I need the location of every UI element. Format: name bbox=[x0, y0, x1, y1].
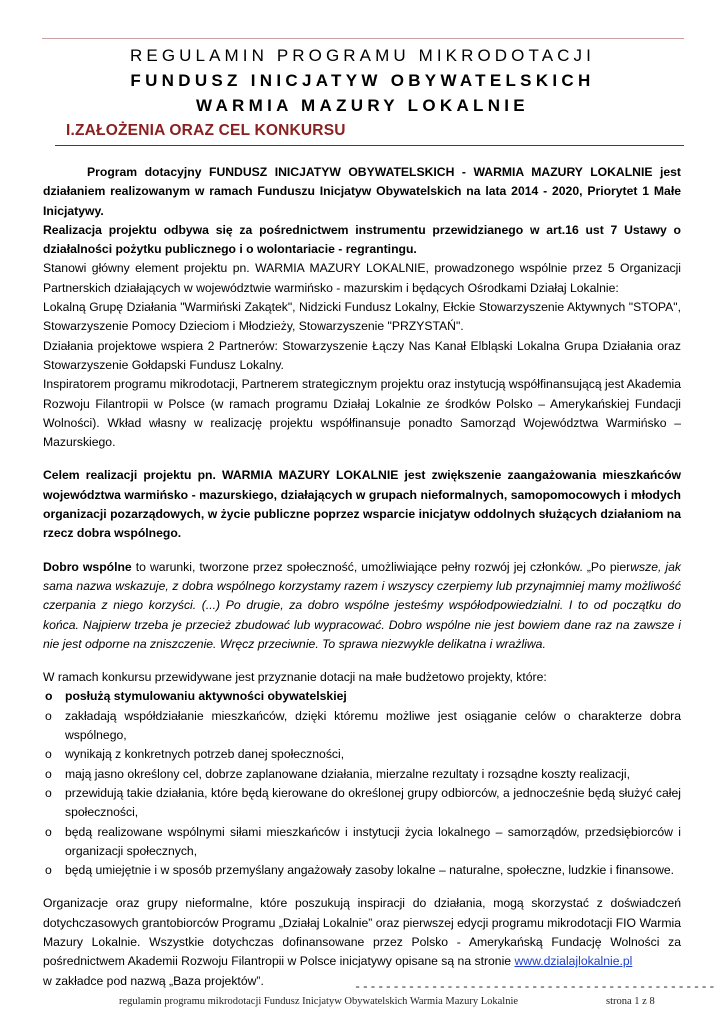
footer-text: regulamin programu mikrodotacji Fundusz Inicjatyw Obywatelskich Warmia Mazury Lokalnie bbox=[119, 996, 519, 1007]
document-body bbox=[43, 163, 681, 991]
section-rule bbox=[55, 145, 684, 146]
document-title-line1: REGULAMIN PROGRAMU MIKRODOTACJI bbox=[130, 46, 595, 65]
footer-dashed-rule: ----------------------------------------------- bbox=[354, 980, 716, 994]
criteria-list bbox=[43, 687, 681, 880]
page-number: strona 1 z 8 bbox=[606, 996, 655, 1007]
inspiration-text: Organizacje oraz grupy nieformalne, które poszukują inspiracji do działania, mogą skorzystać z doświadczeń dotychczasowych grantobiorców Programu „Działaj Lokalnie” oraz pierwszej edycji programu mikrodotacji FIO Warmia Mazury Lokalnie. Wszystkie dotychczas dofinansowane przez Polsko - Amerykańską Fundację Wolności za pośrednictwem Akademii Rozwoju Filantropii w Polsce inicjatywy opisane są na stronie bbox=[43, 896, 681, 969]
top-rule bbox=[42, 38, 684, 39]
paragraph-common-good bbox=[43, 558, 681, 654]
list-item: o mają jasno określony cel, dobrze zaplanowane działania, mierzalne rezultaty i rozsądne koszty realizacji, bbox=[43, 765, 681, 784]
list-item: o wynikają z konkretnych potrzeb danej społeczności, bbox=[43, 745, 681, 764]
document-title-line3: WARMIA MAZURY LOKALNIE bbox=[196, 96, 529, 115]
paragraph-partners-intro: Stanowi główny element projektu pn. WARMIA MAZURY LOKALNIE, prowadzonego wspólnie przez 5 Organizacji Partnerskich działających w województwie warmińsko - mazurskim i będących Ośrodkami Działaj Lokalnie: bbox=[43, 261, 681, 295]
paragraph-project-goal: Celem realizacji projektu pn. WARMIA MAZURY LOKALNIE jest zwiększenie zaangażowania mieszkańców województwa warmińsko - mazurskiego, działających w grupach nieformalnych, samopomocowych i młodych organizacji pozarządowych, w życie publiczne poprzez wsparcie inicjatyw oddolnych służących działaniom na rzecz dobra wspólnego. bbox=[43, 468, 681, 541]
list-item: o posłużą stymulowaniu aktywności obywatelskiej bbox=[43, 687, 681, 706]
dzialajlokalnie-link[interactable]: www.dzialajlokalnie.pl bbox=[514, 954, 633, 969]
paragraph-partners-list: Lokalną Grupę Działania "Warmiński Zakątek", Nidzicki Fundusz Lokalny, Ełckie Stowarzyszenie Aktywnych "STOPA", Stowarzyszenie Pomocy Dzieciom i Młodzieży, Stowarzyszenie "PRZYSTAŃ". bbox=[43, 300, 681, 334]
common-good-definition: to warunki, tworzone przez społeczność, umożliwiające pełny rozwój jej członków. „Po pier bbox=[131, 559, 631, 574]
list-item: o będą umiejętnie i w sposób przemyślany angażowały zasoby lokalne – naturalne, społeczne, ludzkie i finansowe. bbox=[43, 861, 681, 880]
paragraph-supporting-partners: Działania projektowe wspiera 2 Partnerów: Stowarzyszenie Łączy Nas Kanał Elbląski Lokalna Grupa Działania oraz Stowarzyszenie Gołdapski Fundusz Lokalny. bbox=[43, 338, 681, 372]
section-heading: I.ZAŁOŻENIA ORAZ CEL KONKURSU bbox=[66, 122, 346, 139]
document-title-line2: FUNDUSZ INICJATYW OBYWATELSKICH bbox=[130, 71, 595, 90]
paragraph-inspirator: Inspiratorem programu mikrodotacji, Partnerem strategicznym projektu oraz instytucją współfinansującą jest Akademia Rozwoju Filantropii w Polsce (w ramach programu Działaj Lokalnie ze środków Polsko – Amerykańskiej Fundacji Wolności). Wkład własny w realizację projektu współfinansuje ponadto Samorząd Województwa Warmińsko – Mazurskiego. bbox=[43, 377, 681, 450]
paragraph-project-base: w zakładce pod nazwą „Baza projektów”. bbox=[43, 973, 264, 988]
list-item: o zakładają współdziałanie mieszkańców, dzięki któremu możliwe jest osiąganie celów o charakterze dobra wspólnego, bbox=[43, 707, 681, 746]
paragraph-grant-intro: W ramach konkursu przewidywane jest przyznanie dotacji na małe budżetowo projekty, które: bbox=[43, 670, 547, 685]
common-good-term: Dobro wspólne bbox=[43, 559, 132, 574]
list-item: o będą realizowane wspólnymi siłami mieszkańców i instytucji życia lokalnego – samorządów, przedsiębiorców i organizacji społecznych, bbox=[43, 823, 681, 862]
paragraph-regranting: Realizacja projektu odbywa się za pośrednictwem instrumentu przewidzianego w art.16 ust 7 Ustawy o działalności pożytku publicznego i o wolontariacie - regrantingu. bbox=[43, 222, 681, 257]
common-good-quote: wsze, jak sama nazwa wskazuje, z dobra wspólnego korzystamy razem i wszyscy czerpiemy lub przynajmniej mamy możliwość czerpania z niego korzyści. (...) Po drugie, za dobro wspólne jesteśmy współodpowiedzialni. I to od początku do końca. Najpierw trzeba je przecież zbudować lub wypracować. Dobro wspólne nie jest bowiem dane raz na zawsze i nie jest odporne na zniszczenie. Wręcz przeciwnie. To sprawa niezwykle delikatna i wrażliwa. bbox=[43, 559, 681, 651]
list-item: o przewidują takie działania, które będą kierowane do określonej grupy odbiorców, a jednocześnie będą służyć całej społeczności, bbox=[43, 784, 681, 823]
paragraph-program-intro: Program dotacyjny FUNDUSZ INICJATYW OBYWATELSKICH - WARMIA MAZURY LOKALNIE jest działaniem realizowanym w ramach Funduszu Inicjatyw Obywatelskich na lata 2014 - 2020, Priorytet 1 Małe Inicjatywy. bbox=[43, 165, 681, 218]
paragraph-inspiration bbox=[43, 894, 681, 971]
